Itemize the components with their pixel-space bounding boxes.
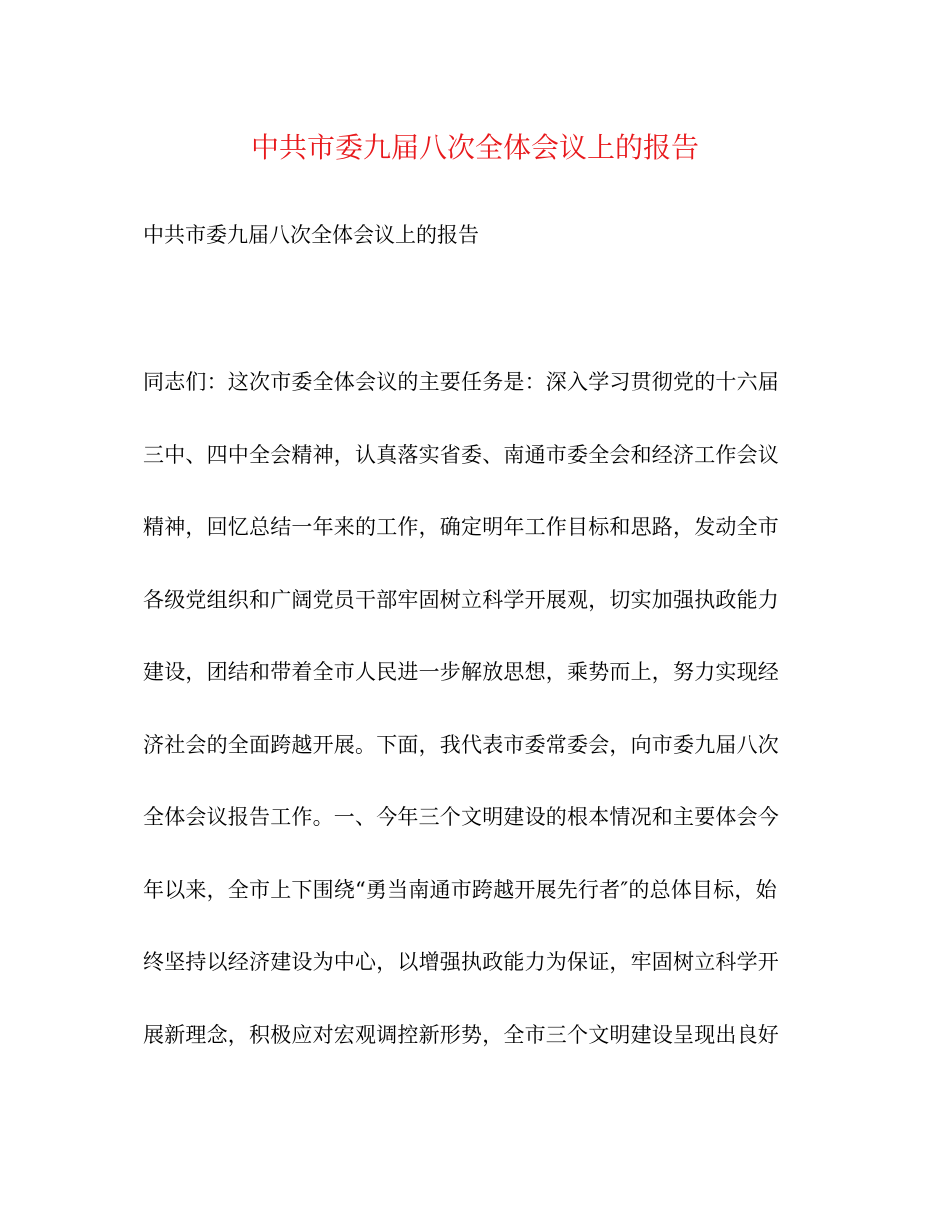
document-subtitle: 中共市委九届八次全体会议上的报告: [143, 223, 479, 247]
body-line: 展新理念，积极应对宏观调控新形势，全市三个文明建设呈现出良好: [143, 1022, 779, 1047]
body-line: 同志们：这次市委全体会议的主要任务是：深入学习贯彻党的十六届: [143, 370, 779, 394]
body-line: 各级党组织和广阔党员干部牢固树立科学开展观，切实加强执政能力: [143, 587, 779, 612]
body-line: 精神，回忆总结一年来的工作，确定明年工作目标和思路，发动全市: [143, 515, 779, 539]
body-line: 济社会的全面跨越开展。下面，我代表市委常委会，向市委九届八次: [143, 732, 779, 757]
body-line: 三中、四中全会精神，认真落实省委、南通市委全会和经济工作会议: [143, 442, 779, 467]
body-line: 终坚持以经济建设为中心，以增强执政能力为保证，牢固树立科学开: [143, 950, 779, 974]
body-line: 建设，团结和带着全市人民进一步解放思想，乘势而上，努力实现经: [143, 660, 779, 684]
body-line: 年以来，全市上下围绕“勇当南通市跨越开展先行者″的总体目标，始: [143, 877, 777, 902]
document-title: 中共市委九届八次全体会议上的报告: [250, 131, 699, 164]
body-line: 全体会议报告工作。一、今年三个文明建设的根本情况和主要体会今: [143, 805, 779, 829]
document-body: [143, 362, 823, 1087]
